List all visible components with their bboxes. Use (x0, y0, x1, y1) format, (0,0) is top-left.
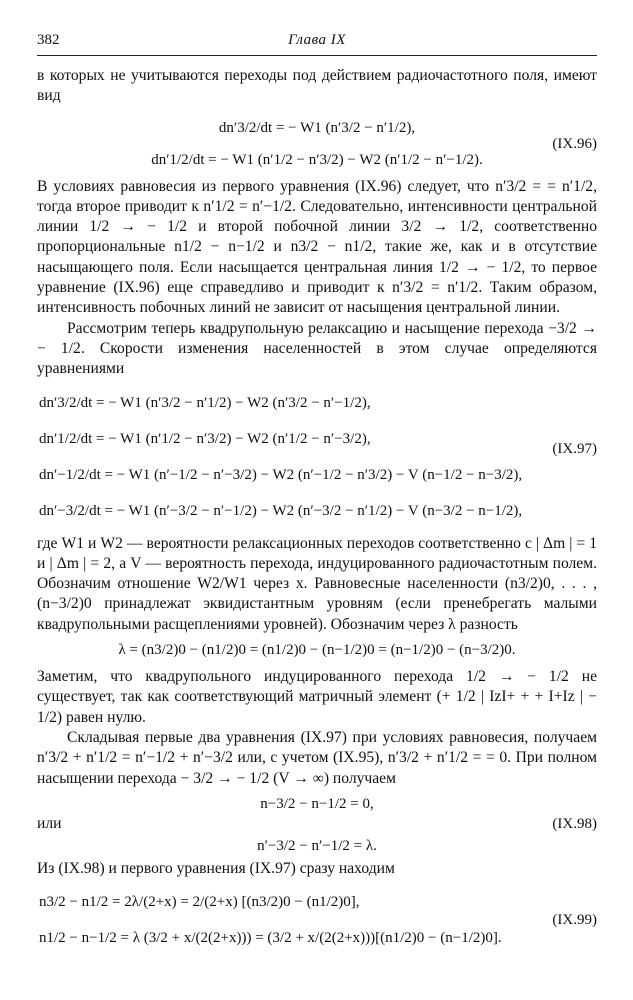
equation-ix96 (37, 110, 597, 174)
page-number: 382 (37, 32, 60, 48)
equation-lambda (37, 638, 597, 664)
header-rule (37, 55, 597, 56)
equation-number-99: (IX.99) (552, 912, 597, 929)
equation-99a: n3/2 − n1/2 = 2λ/(2+x) = 2/(2+x) [(n3/2)0 − (n1/2)0], (39, 894, 360, 911)
equation-number-98: (IX.98) (552, 815, 597, 832)
page-body (37, 66, 597, 957)
paragraph-5: Заметим, что квадрупольного индуцированного перехода 1/2 → − 1/2 не существует, так как соответствующий матричный элемент (+ 1/2 | IzI+ + + I+Iz | − 1/2) равен нулю. (37, 668, 597, 726)
equation-99b: n1/2 − n−1/2 = λ (3/2 + x/(2(2+x))) = (3/2 + x/(2(2+x)))[(n1/2)0 − (n−1/2)0]. (39, 930, 502, 947)
equation-98a: n−3/2 − n−1/2 = 0, (260, 795, 374, 812)
equation-ix98 (37, 792, 597, 856)
word-or: или (37, 814, 62, 832)
page-header (37, 30, 597, 52)
chapter-title: Глава IX (288, 32, 346, 48)
equation-97c: dn′−1/2/dt = − W1 (n′−1/2 − n′−3/2) − W2 (n′−1/2 − n′3/2) − V (n−1/2 − n−3/2), (39, 466, 523, 483)
equation-number-97: (IX.97) (552, 440, 597, 457)
paragraph-4: где W1 и W2 — вероятности релаксационных переходов соответственно с | Δm | = 1 и | Δm | = 2, а V — вероятность перехода, индуцированного радиочастотным полем. Обозначим отношение W2/W1 через x. Равновесные населенности (n3/2)0, . . . , (n−3/2)0 принадлежат эквидистантным уровням (если пренебрегать малыми квадрупольными расщеплениями уровней). Обозначим через λ разность (37, 534, 597, 633)
equation-number-96: (IX.96) (552, 135, 597, 152)
equation-96a: dn′3/2/dt = − W1 (n′3/2 − n′1/2), (218, 119, 416, 136)
equation-97b: dn′1/2/dt = − W1 (n′1/2 − n′3/2) − W2 (n′1/2 − n′−3/2), (39, 430, 371, 447)
paragraph-2: В условиях равновесия из первого уравнения (IX.96) следует, что n′3/2 = = n′1/2, тогда второе приводит к n′1/2 = n′−1/2. Следовательно, интенсивности центральной линии 1/2 → − 1/2 и второй побочной линии 3/2 → 1/2, соответственно пропорциональные n1/2 − n−1/2 и n3/2 − n1/2, такие же, как и в отсутствие насыщающего поля. Если насыщается центральная линия 1/2 → − 1/2, то первое уравнение (IX.96) еще справедливо и приводит к n′3/2 = n′1/2. Таким образом, интенсивность побочных линий не зависит от насыщения центральной линии. (37, 177, 597, 317)
equation-96b: dn′1/2/dt = − W1 (n′1/2 − n′3/2) − W2 (n′1/2 − n′−1/2). (151, 151, 483, 168)
equation-98b: n′−3/2 − n′−1/2 = λ. (257, 837, 377, 854)
equation-lambda-text: λ = (n3/2)0 − (n1/2)0 = (n1/2)0 − (n−1/2)0 = (n−1/2)0 − (n−3/2)0. (118, 642, 516, 659)
equation-ix99 (37, 882, 597, 954)
paragraph-3: Рассмотрим теперь квадрупольную релаксацию и насыщение перехода −3/2 → − 1/2. Скорости изменения населенностей в этом случае определяются уравнениями (37, 319, 597, 378)
paragraph-1: в которых не учитываются переходы под действием радиочастотного поля, имеют вид (37, 67, 597, 105)
equation-97d: dn′−3/2/dt = − W1 (n′−3/2 − n′−1/2) − W2 (n′−3/2 − n′1/2) − V (n−3/2 − n−1/2), (39, 502, 523, 519)
equation-97a: dn′3/2/dt = − W1 (n′3/2 − n′1/2) − W2 (n′3/2 − n′−1/2), (39, 394, 371, 411)
paragraph-6: Складывая первые два уравнения (IX.97) при условиях равновесия, получаем n′3/2 + n′1/2 = n′−1/2 + n′−3/2 или, с учетом (IX.95), n′3/2 + n′1/2 = = 0. При полном насыщении перехода − 3/2 → − 1/2 (V → ∞) получаем (37, 728, 597, 787)
paragraph-7: Из (IX.98) и первого уравнения (IX.97) сразу находим (37, 859, 395, 877)
equation-ix97 (37, 383, 597, 531)
